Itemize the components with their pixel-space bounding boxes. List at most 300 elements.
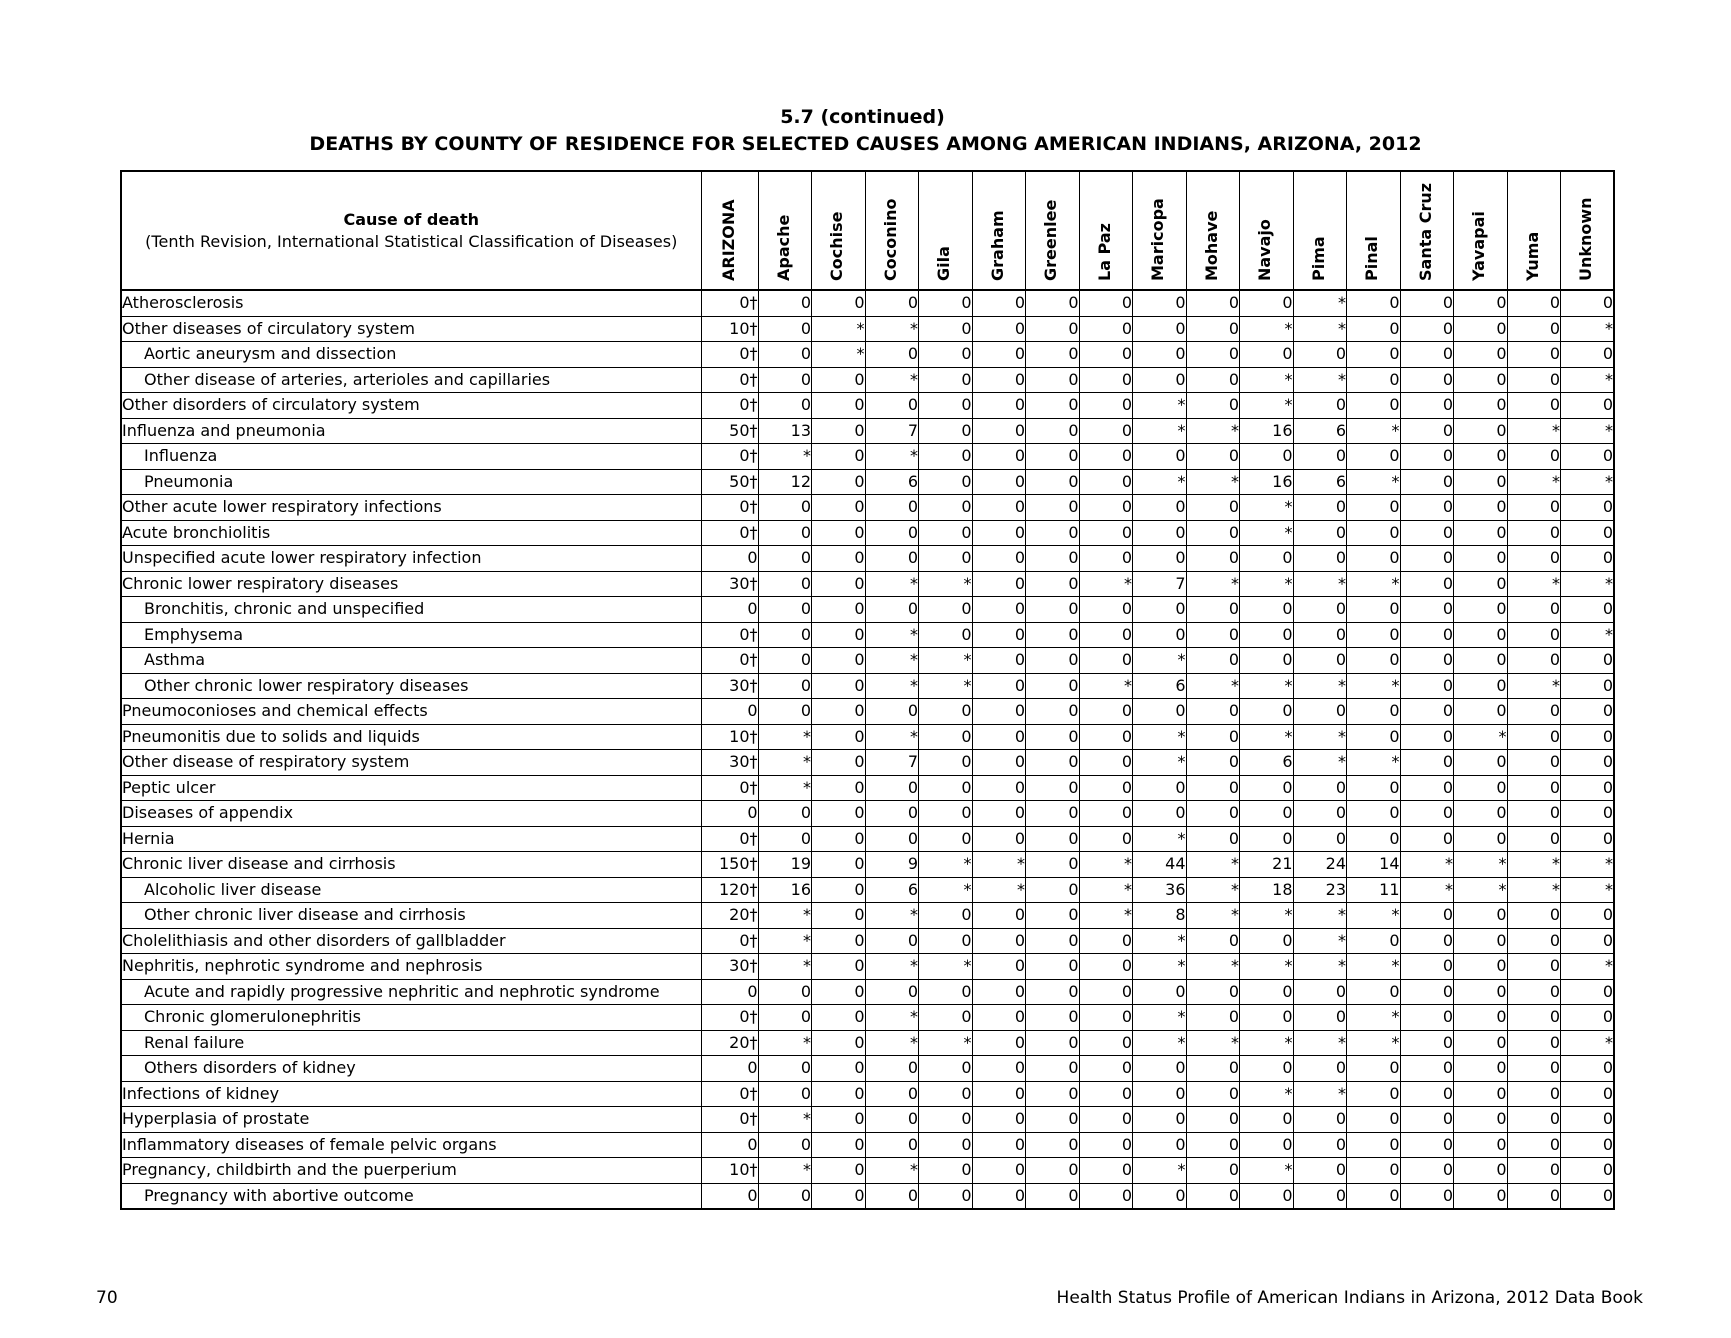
value-cell: * [919,852,973,878]
value-cell: 0† [701,1107,758,1133]
table-row [121,342,1614,368]
column-header-arizona [701,171,758,290]
value-cell: 0 [1507,979,1561,1005]
value-cell: 0 [865,597,919,623]
value-cell: * [865,648,919,674]
value-cell: 0 [1454,1132,1508,1158]
value-cell: 0 [1240,290,1294,316]
value-cell: 0 [972,520,1026,546]
value-cell: 0 [865,699,919,725]
value-cell: 0 [812,495,866,521]
value-cell: 0 [1026,1081,1080,1107]
value-cell: 0 [1400,367,1454,393]
value-cell: 0 [1293,801,1347,827]
value-cell: 0 [1240,801,1294,827]
value-cell: * [1454,852,1508,878]
value-cell: 0 [701,699,758,725]
value-cell: 0 [1347,1158,1401,1184]
value-cell: 0 [919,1107,973,1133]
value-cell: 0 [1400,1132,1454,1158]
deaths-table [120,170,1615,1210]
value-cell: 6 [1293,469,1347,495]
value-cell: 0 [972,469,1026,495]
value-cell: 30† [701,954,758,980]
value-cell: 0 [1561,1056,1615,1082]
value-cell: 0 [1507,826,1561,852]
value-cell: 0 [701,1132,758,1158]
value-cell: 0 [865,801,919,827]
value-cell: * [865,571,919,597]
value-cell: 0 [919,444,973,470]
cause-cell: Atherosclerosis [121,290,701,316]
value-cell: 0 [1186,801,1240,827]
value-cell: 0 [812,444,866,470]
value-cell: 0 [1079,1183,1133,1209]
value-cell: * [865,1158,919,1184]
value-cell: 0 [865,290,919,316]
value-cell: * [919,673,973,699]
value-cell: 0 [865,979,919,1005]
value-cell: * [1347,750,1401,776]
value-cell: 20† [701,903,758,929]
value-cell: * [1561,1030,1615,1056]
value-cell: 0 [1026,290,1080,316]
value-cell: 0 [1079,1081,1133,1107]
value-cell: 0 [1079,1107,1133,1133]
value-cell: 0 [972,979,1026,1005]
value-cell: 0 [1186,826,1240,852]
value-cell: 0 [972,546,1026,572]
value-cell: 0 [1454,444,1508,470]
column-header-pinal [1347,171,1401,290]
table-row [121,597,1614,623]
value-cell: * [1561,571,1615,597]
value-cell: 0 [1561,1081,1615,1107]
value-cell: * [1347,571,1401,597]
value-cell: 0 [865,495,919,521]
value-cell: * [1347,673,1401,699]
value-cell: 0 [1507,928,1561,954]
cause-cell: Unspecified acute lower respiratory infection [121,546,701,572]
column-header-label: Yuma [1522,231,1542,281]
value-cell: 0† [701,622,758,648]
value-cell: 0 [1186,724,1240,750]
value-cell: 0 [1026,1005,1080,1031]
value-cell: 0 [701,979,758,1005]
value-cell: * [865,316,919,342]
value-cell: 0 [1079,954,1133,980]
value-cell: 0 [1026,418,1080,444]
table-row [121,801,1614,827]
value-cell: 0 [1561,597,1615,623]
value-cell: * [1133,954,1187,980]
value-cell: 0 [972,699,1026,725]
value-cell: 0 [758,1183,812,1209]
value-cell: 7 [1133,571,1187,597]
table-row [121,1005,1614,1031]
cause-cell: Chronic glomerulonephritis [121,1005,701,1031]
value-cell: 0 [1400,801,1454,827]
value-cell: 0 [1026,1183,1080,1209]
value-cell: * [1561,316,1615,342]
value-cell: 0 [1454,979,1508,1005]
value-cell: 0 [1507,1132,1561,1158]
value-cell: 0 [1507,520,1561,546]
value-cell: 0 [1079,750,1133,776]
table-row [121,1056,1614,1082]
value-cell: 0 [1240,775,1294,801]
cause-cell: Other chronic liver disease and cirrhosis [121,903,701,929]
value-cell: 6 [1293,418,1347,444]
value-cell: 0 [812,520,866,546]
value-cell: 0 [1079,444,1133,470]
value-cell: * [1079,571,1133,597]
value-cell: * [1293,290,1347,316]
value-cell: * [1240,495,1294,521]
value-cell: 0 [1133,699,1187,725]
value-cell: * [865,724,919,750]
value-cell: * [1079,852,1133,878]
value-cell: 0 [1293,648,1347,674]
value-cell: 0 [1026,1056,1080,1082]
value-cell: 0† [701,444,758,470]
table-row [121,928,1614,954]
value-cell: 0 [919,1005,973,1031]
value-cell: 0 [1454,342,1508,368]
cause-cell: Others disorders of kidney [121,1056,701,1082]
column-header-santa-cruz [1400,171,1454,290]
value-cell: 0 [1293,1132,1347,1158]
value-cell: * [1293,367,1347,393]
value-cell: 16 [1240,418,1294,444]
value-cell: 0 [865,775,919,801]
value-cell: 0 [972,1056,1026,1082]
value-cell: 0 [1347,928,1401,954]
value-cell: 0 [1561,495,1615,521]
value-cell: 20† [701,1030,758,1056]
table-row [121,724,1614,750]
value-cell: 7 [865,418,919,444]
value-cell: * [758,903,812,929]
value-cell: * [1186,418,1240,444]
value-cell: 0 [1347,290,1401,316]
value-cell: 0 [812,699,866,725]
table-row [121,290,1614,316]
column-header-label: Navajo [1255,219,1275,281]
value-cell: 0 [1079,826,1133,852]
value-cell: 0 [1133,316,1187,342]
value-cell: 0 [1079,597,1133,623]
book-title: Health Status Profile of American Indians in Arizona, 2012 Data Book [1056,1288,1643,1308]
value-cell: 0 [1347,597,1401,623]
value-cell: 0 [1079,520,1133,546]
value-cell: 0 [758,393,812,419]
value-cell: 0 [1240,699,1294,725]
value-cell: * [758,928,812,954]
value-cell: 0 [1079,342,1133,368]
value-cell: 0 [812,801,866,827]
value-cell: 0 [1454,1005,1508,1031]
value-cell: 0 [972,801,1026,827]
value-cell: 0 [1454,622,1508,648]
value-cell: * [1293,1081,1347,1107]
value-cell: 0 [812,1107,866,1133]
value-cell: 0 [1026,673,1080,699]
cause-header-label: Cause of death [343,209,480,229]
value-cell: 0 [1026,622,1080,648]
value-cell: 0 [812,750,866,776]
value-cell: 0 [1186,699,1240,725]
value-cell: * [1561,622,1615,648]
value-cell: 0 [1186,622,1240,648]
value-cell: 0 [812,954,866,980]
value-cell: 0 [758,316,812,342]
value-cell: * [1133,648,1187,674]
value-cell: 0 [1240,928,1294,954]
value-cell: 0 [1293,597,1347,623]
value-cell: * [1561,418,1615,444]
value-cell: * [1561,367,1615,393]
value-cell: 0 [812,597,866,623]
table-number: 5.7 (continued) [780,106,945,128]
value-cell: 0 [1079,1056,1133,1082]
value-cell: 0 [1454,801,1508,827]
value-cell: * [758,1158,812,1184]
value-cell: 0 [1400,520,1454,546]
table-row [121,1183,1614,1209]
cause-cell: Other acute lower respiratory infections [121,495,701,521]
cause-cell: Cholelithiasis and other disorders of gallbladder [121,928,701,954]
value-cell: 0 [1133,1132,1187,1158]
value-cell: 0 [1026,367,1080,393]
value-cell: 0 [1400,571,1454,597]
value-cell: 0 [812,418,866,444]
value-cell: 0 [1454,520,1508,546]
value-cell: 0 [1507,1056,1561,1082]
value-cell: 0 [1186,597,1240,623]
table-body [121,290,1614,1209]
value-cell: 0 [1240,979,1294,1005]
value-cell: 0 [919,546,973,572]
value-cell: 0 [972,418,1026,444]
value-cell: 0 [865,1107,919,1133]
value-cell: * [1240,367,1294,393]
value-cell: 0 [972,342,1026,368]
value-cell: * [1240,571,1294,597]
value-cell: 0 [1400,1005,1454,1031]
value-cell: 0 [1507,367,1561,393]
value-cell: 0 [1186,367,1240,393]
value-cell: 0 [1293,1158,1347,1184]
column-header-label: Santa Cruz [1415,182,1435,281]
table-row [121,444,1614,470]
value-cell: * [1240,316,1294,342]
table-row [121,852,1614,878]
value-cell: 0 [1400,1030,1454,1056]
value-cell: 0 [758,673,812,699]
value-cell: 0 [972,571,1026,597]
value-cell: 0 [1026,979,1080,1005]
value-cell: * [1186,1030,1240,1056]
value-cell: 0 [812,1081,866,1107]
column-header-graham [972,171,1026,290]
table-row [121,979,1614,1005]
column-header-unknown [1561,171,1615,290]
value-cell: * [1133,393,1187,419]
value-cell: 0 [758,597,812,623]
value-cell: 0 [1454,367,1508,393]
value-cell: 9 [865,852,919,878]
value-cell: * [1293,903,1347,929]
value-cell: 0 [1400,954,1454,980]
value-cell: * [1454,724,1508,750]
value-cell: 0 [1454,316,1508,342]
value-cell: 8 [1133,903,1187,929]
column-header-cochise [812,171,866,290]
cause-cell: Other diseases of circulatory system [121,316,701,342]
table-row [121,1132,1614,1158]
value-cell: 18 [1240,877,1294,903]
value-cell: 0 [919,393,973,419]
value-cell: 0 [972,724,1026,750]
value-cell: 0 [972,1030,1026,1056]
value-cell: * [865,622,919,648]
value-cell: 0 [1347,1081,1401,1107]
value-cell: 0 [1293,622,1347,648]
cause-cell: Influenza [121,444,701,470]
value-cell: 0 [1026,520,1080,546]
cause-cell: Emphysema [121,622,701,648]
value-cell: * [865,444,919,470]
value-cell: 0 [1507,546,1561,572]
value-cell: 0 [1293,699,1347,725]
value-cell: * [919,877,973,903]
value-cell: 0 [1293,342,1347,368]
value-cell: 0 [1079,979,1133,1005]
value-cell: 0 [1507,393,1561,419]
value-cell: 0 [1293,520,1347,546]
value-cell: 0 [1454,673,1508,699]
value-cell: * [1347,903,1401,929]
cause-cell: Diseases of appendix [121,801,701,827]
value-cell: 0 [1347,1132,1401,1158]
value-cell: 0 [1561,393,1615,419]
table-row [121,1081,1614,1107]
table-row [121,903,1614,929]
value-cell: 0 [1347,444,1401,470]
value-cell: 0 [1186,1132,1240,1158]
value-cell: 0 [812,1183,866,1209]
value-cell: 0 [1507,1030,1561,1056]
table-row [121,316,1614,342]
value-cell: * [1186,954,1240,980]
value-cell: 0 [1507,1107,1561,1133]
value-cell: 0 [1561,979,1615,1005]
cause-cell: Alcoholic liver disease [121,877,701,903]
value-cell: 6 [865,877,919,903]
value-cell: 0 [919,1132,973,1158]
value-cell: 0 [1454,571,1508,597]
cause-cell: Pregnancy, childbirth and the puerperium [121,1158,701,1184]
value-cell: * [1507,877,1561,903]
value-cell: 0 [1026,852,1080,878]
value-cell: 0 [1133,1056,1187,1082]
table-header-row [121,171,1614,290]
value-cell: 0 [1507,724,1561,750]
value-cell: 0 [1454,1081,1508,1107]
value-cell: 6 [1240,750,1294,776]
column-header-label: Greenlee [1041,199,1061,281]
value-cell: * [758,954,812,980]
table-row [121,877,1614,903]
value-cell: 0 [758,1132,812,1158]
table-row [121,750,1614,776]
value-cell: * [919,954,973,980]
value-cell: 0 [1507,316,1561,342]
value-cell: * [1240,1030,1294,1056]
value-cell: 0 [758,826,812,852]
value-cell: * [1133,1158,1187,1184]
value-cell: 0 [1133,1081,1187,1107]
value-cell: 0 [1133,367,1187,393]
value-cell: 0 [1133,597,1187,623]
value-cell: 0 [812,1158,866,1184]
value-cell: * [758,444,812,470]
value-cell: * [1186,852,1240,878]
value-cell: * [972,852,1026,878]
value-cell: 0 [1400,418,1454,444]
value-cell: 0 [865,1056,919,1082]
value-cell: 0 [1347,367,1401,393]
value-cell: 0 [919,597,973,623]
value-cell: 0 [1293,1005,1347,1031]
value-cell: 0 [1400,444,1454,470]
value-cell: 0 [972,393,1026,419]
value-cell: 0 [701,1183,758,1209]
value-cell: 0 [701,1056,758,1082]
value-cell: 0 [1561,648,1615,674]
value-cell: 0 [1293,1107,1347,1133]
value-cell: 0 [758,546,812,572]
value-cell: 0 [1186,1081,1240,1107]
value-cell: 0 [865,826,919,852]
value-cell: 0 [1079,622,1133,648]
value-cell: * [865,1030,919,1056]
value-cell: 0 [1400,290,1454,316]
value-cell: * [1293,673,1347,699]
cause-cell: Pneumonitis due to solids and liquids [121,724,701,750]
value-cell: 0 [1186,495,1240,521]
cause-cell: Other disease of respiratory system [121,750,701,776]
value-cell: 0 [919,928,973,954]
value-cell: 0 [972,1132,1026,1158]
value-cell: 0 [1507,775,1561,801]
value-cell: 0 [1400,1081,1454,1107]
value-cell: 0 [919,775,973,801]
value-cell: 0 [1240,1056,1294,1082]
value-cell: 0 [1454,1158,1508,1184]
value-cell: 0† [701,1005,758,1031]
value-cell: 0 [1240,1107,1294,1133]
value-cell: 0 [758,648,812,674]
value-cell: * [1293,1030,1347,1056]
value-cell: 0 [1400,928,1454,954]
table-title: DEATHS BY COUNTY OF RESIDENCE FOR SELECTED CAUSES AMONG AMERICAN INDIANS, ARIZONA, 2012 [309,133,1422,155]
value-cell: * [1293,750,1347,776]
value-cell: 0 [1347,1183,1401,1209]
value-cell: 0 [972,928,1026,954]
value-cell: 0 [812,673,866,699]
